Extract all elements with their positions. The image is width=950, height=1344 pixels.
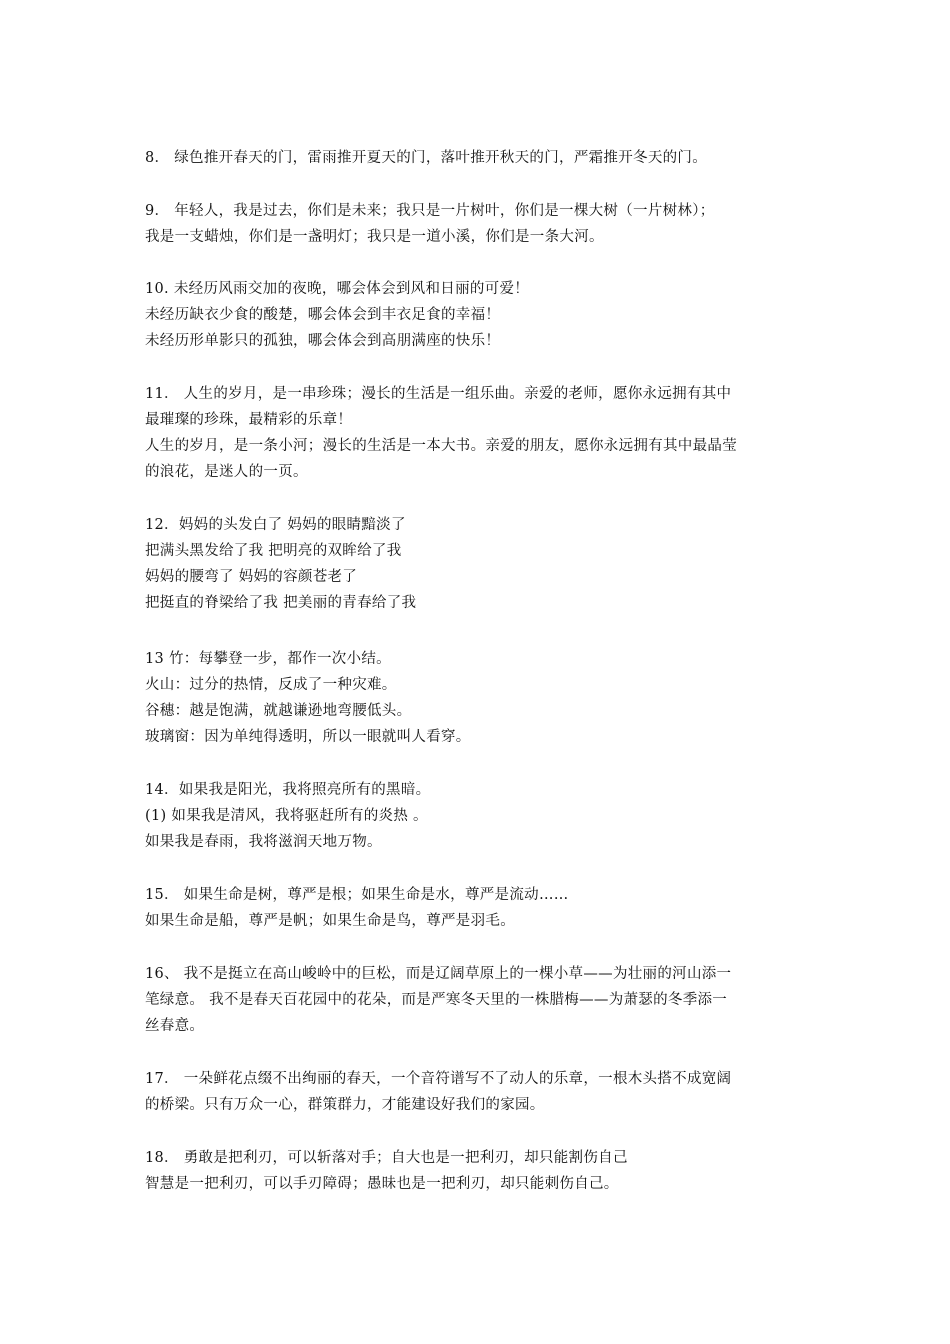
text-line: 8． 绿色推开春天的门，雷雨推开夏天的门，落叶推开秋天的门，严霜推开冬天的门。 (145, 150, 708, 166)
text-line: 的桥梁。只有万众一心，群策群力，才能建设好我们的家园。 (145, 1097, 545, 1113)
text-line: 18． 勇敢是把利刃，可以斩落对手；自大也是一把利刃，却只能割伤自己 (145, 1150, 628, 1166)
entry-18 (145, 1145, 815, 1197)
text-line: 智慧是一把利刃，可以手刃障碍；愚昧也是一把利刃，却只能刺伤自己。 (145, 1176, 619, 1192)
text-line: 14．如果我是阳光，我将照亮所有的黑暗。 (145, 782, 431, 798)
text-line: 把满头黑发给了我 把明亮的双眸给了我 (145, 543, 402, 559)
text-line: 谷穗：越是饱满，就越谦逊地弯腰低头。 (145, 703, 412, 719)
text-line: 未经历形单影只的孤独，哪会体会到高朋满座的快乐！ (145, 333, 501, 349)
entry-8 (145, 145, 815, 171)
text-line: 如果生命是船，尊严是帆；如果生命是鸟，尊严是羽毛。 (145, 913, 515, 929)
text-line: 10. 未经历风雨交加的夜晚，哪会体会到风和日丽的可爱！ (145, 281, 530, 297)
entry-11 (145, 381, 815, 485)
entry-14 (145, 777, 815, 855)
text-line: 15． 如果生命是树，尊严是根；如果生命是水，尊严是流动…… (145, 887, 569, 903)
text-line: 未经历缺衣少食的酸楚，哪会体会到丰衣足食的幸福！ (145, 307, 501, 323)
entry-17 (145, 1066, 815, 1118)
entry-13 (145, 646, 815, 750)
text-line: 17． 一朵鲜花点缀不出绚丽的春天，一个音符谱写不了动人的乐章，一根木头搭不成宽阔 (145, 1071, 732, 1087)
text-line: 玻璃窗：因为单纯得透明，所以一眼就叫人看穿。 (145, 729, 471, 745)
text-line: 人生的岁月，是一条小河；漫长的生活是一本大书。亲爱的朋友，愿你永远拥有其中最晶莹 (145, 438, 737, 454)
text-line: 把挺直的脊梁给了我 把美丽的青春给了我 (145, 595, 417, 611)
text-line: 11． 人生的岁月，是一串珍珠；漫长的生活是一组乐曲。亲爱的老师，愿你永远拥有其中 (145, 386, 732, 402)
entry-10 (145, 276, 815, 354)
text-line: 的浪花，是迷人的一页。 (145, 464, 308, 480)
entry-9 (145, 198, 815, 250)
text-line: 最璀璨的珍珠，最精彩的乐章！ (145, 412, 353, 428)
text-line: 12．妈妈的头发白了 妈妈的眼睛黯淡了 (145, 517, 406, 533)
entry-16 (145, 961, 815, 1039)
text-line: 火山：过分的热情，反成了一种灾难。 (145, 677, 397, 693)
text-line: 9． 年轻人，我是过去，你们是未来；我只是一片树叶，你们是一棵大树（一片树林）； (145, 203, 715, 219)
entry-12 (145, 512, 815, 616)
text-line: 妈妈的腰弯了 妈妈的容颜苍老了 (145, 569, 358, 585)
text-line: 笔绿意。 我不是春天百花园中的花朵，而是严寒冬天里的一株腊梅——为萧瑟的冬季添一 (145, 992, 728, 1008)
text-line: 16、 我不是挺立在高山峻岭中的巨松，而是辽阔草原上的一棵小草——为壮丽的河山添一 (145, 966, 732, 982)
text-line: 13 竹：每攀登一步，都作一次小结。 (145, 651, 391, 667)
entry-15 (145, 882, 815, 934)
text-line: (1) 如果我是清风，我将驱赶所有的炎热 。 (145, 808, 428, 824)
text-line: 我是一支蜡烛，你们是一盏明灯；我只是一道小溪，你们是一条大河。 (145, 229, 604, 245)
text-line: 丝春意。 (145, 1018, 205, 1034)
text-line: 如果我是春雨，我将滋润天地万物。 (145, 834, 382, 850)
